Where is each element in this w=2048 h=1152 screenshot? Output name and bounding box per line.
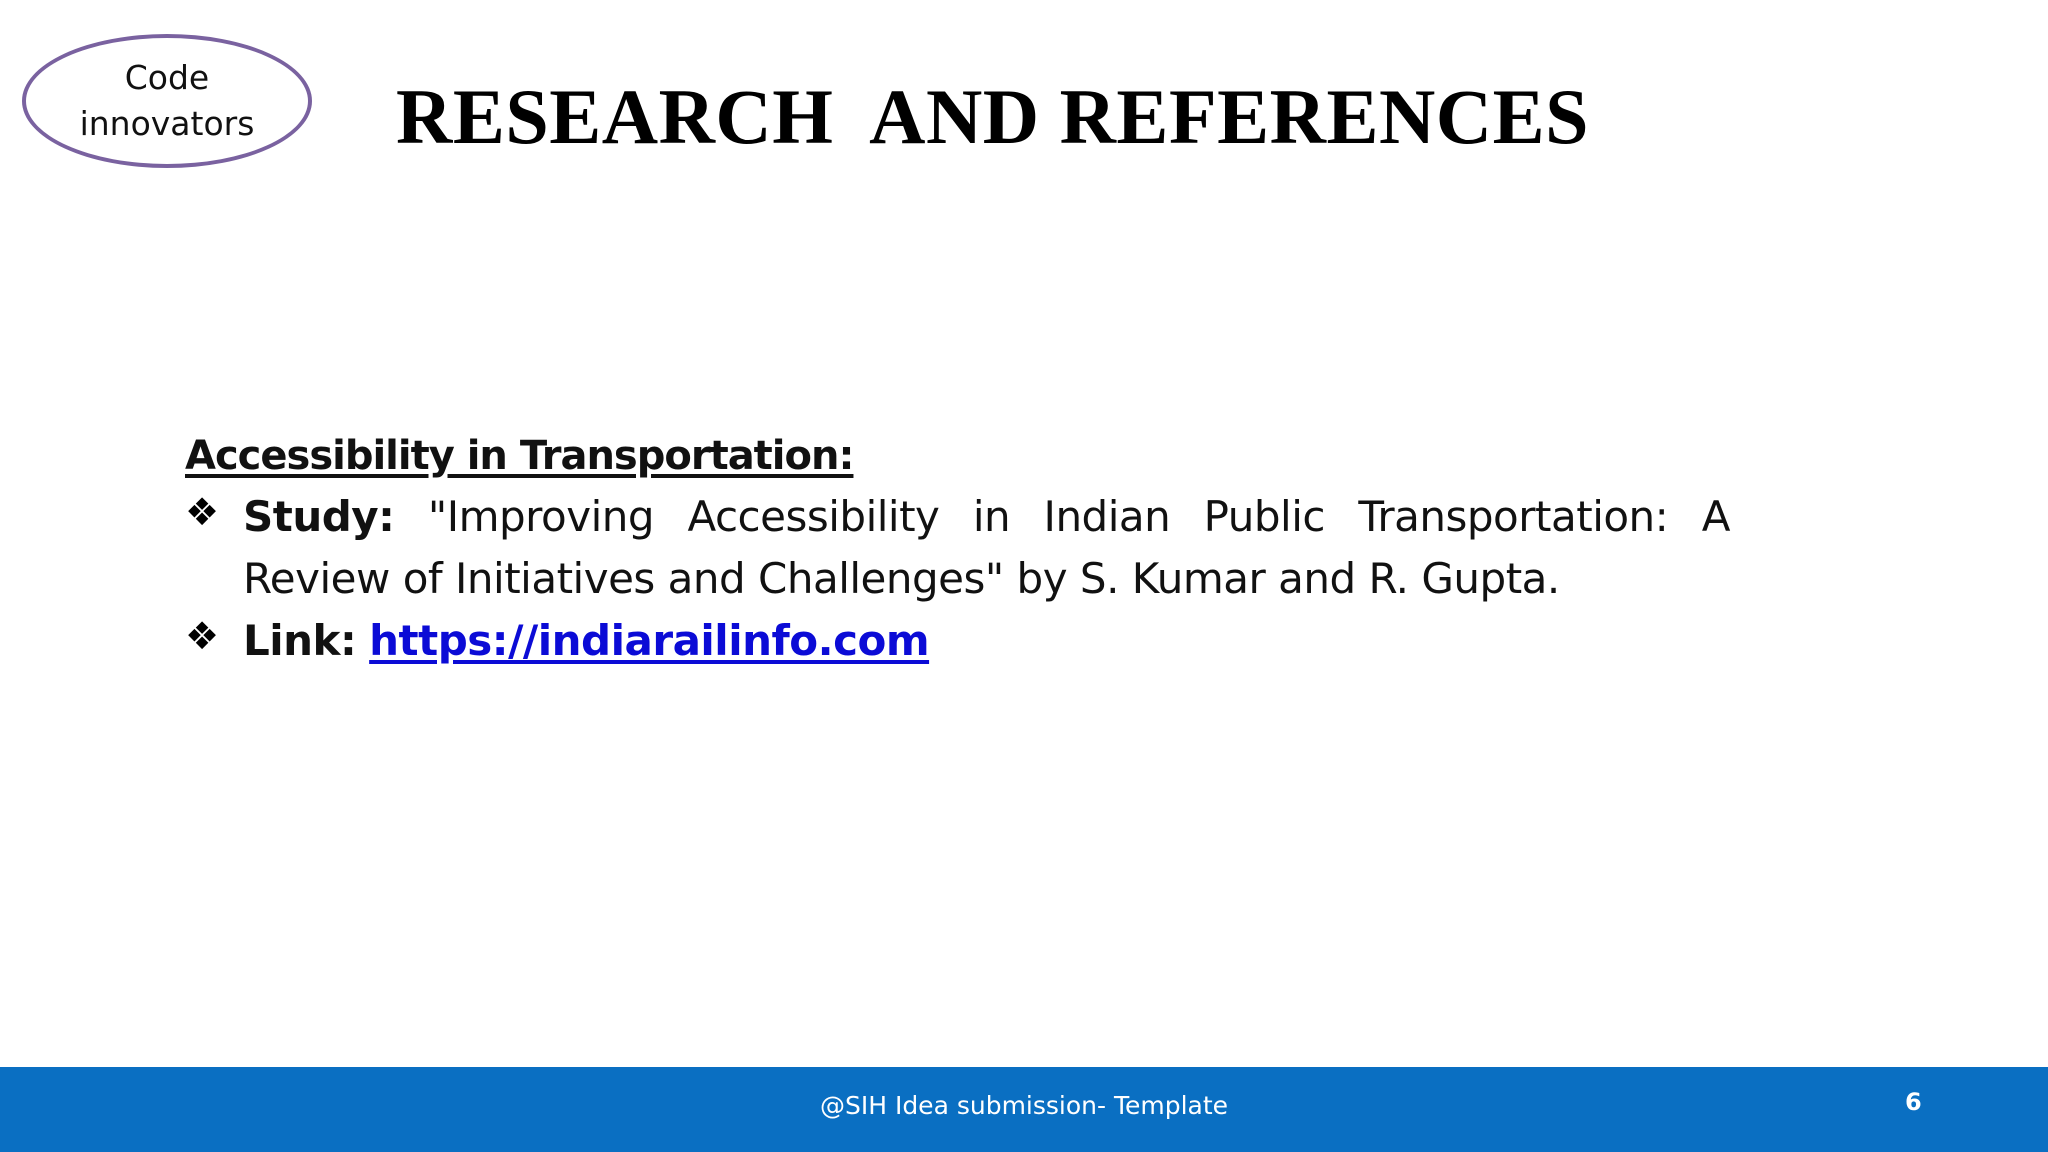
page-number: 6: [1905, 1088, 1922, 1116]
diamond-bullet-icon: ❖: [185, 490, 219, 534]
study-label: Study:: [243, 492, 395, 541]
link-text-row: [243, 610, 1730, 672]
link-label: Link:: [243, 616, 357, 665]
diamond-bullet-icon: ❖: [185, 614, 219, 658]
study-citation: "Improving Accessibility in Indian Public Transportation: A Review of Initiatives and Challenges" by S. Kumar and R. Gupta.: [243, 492, 1730, 603]
slide-title: RESEARCH AND REFERENCES: [396, 73, 1590, 160]
references-section: [185, 426, 1730, 672]
section-heading: Accessibility in Transportation:: [185, 433, 854, 479]
footer-text: @SIH Idea submission- Template: [819, 1091, 1229, 1120]
team-name: Code innovators: [79, 58, 255, 143]
reference-link[interactable]: https://indiarailinfo.com: [369, 616, 930, 665]
team-name-badge: [22, 34, 312, 168]
reference-item-study: [185, 486, 1730, 610]
footer-bar: [0, 1067, 2048, 1152]
reference-item-link: [185, 610, 1730, 672]
study-text: [243, 486, 1730, 610]
